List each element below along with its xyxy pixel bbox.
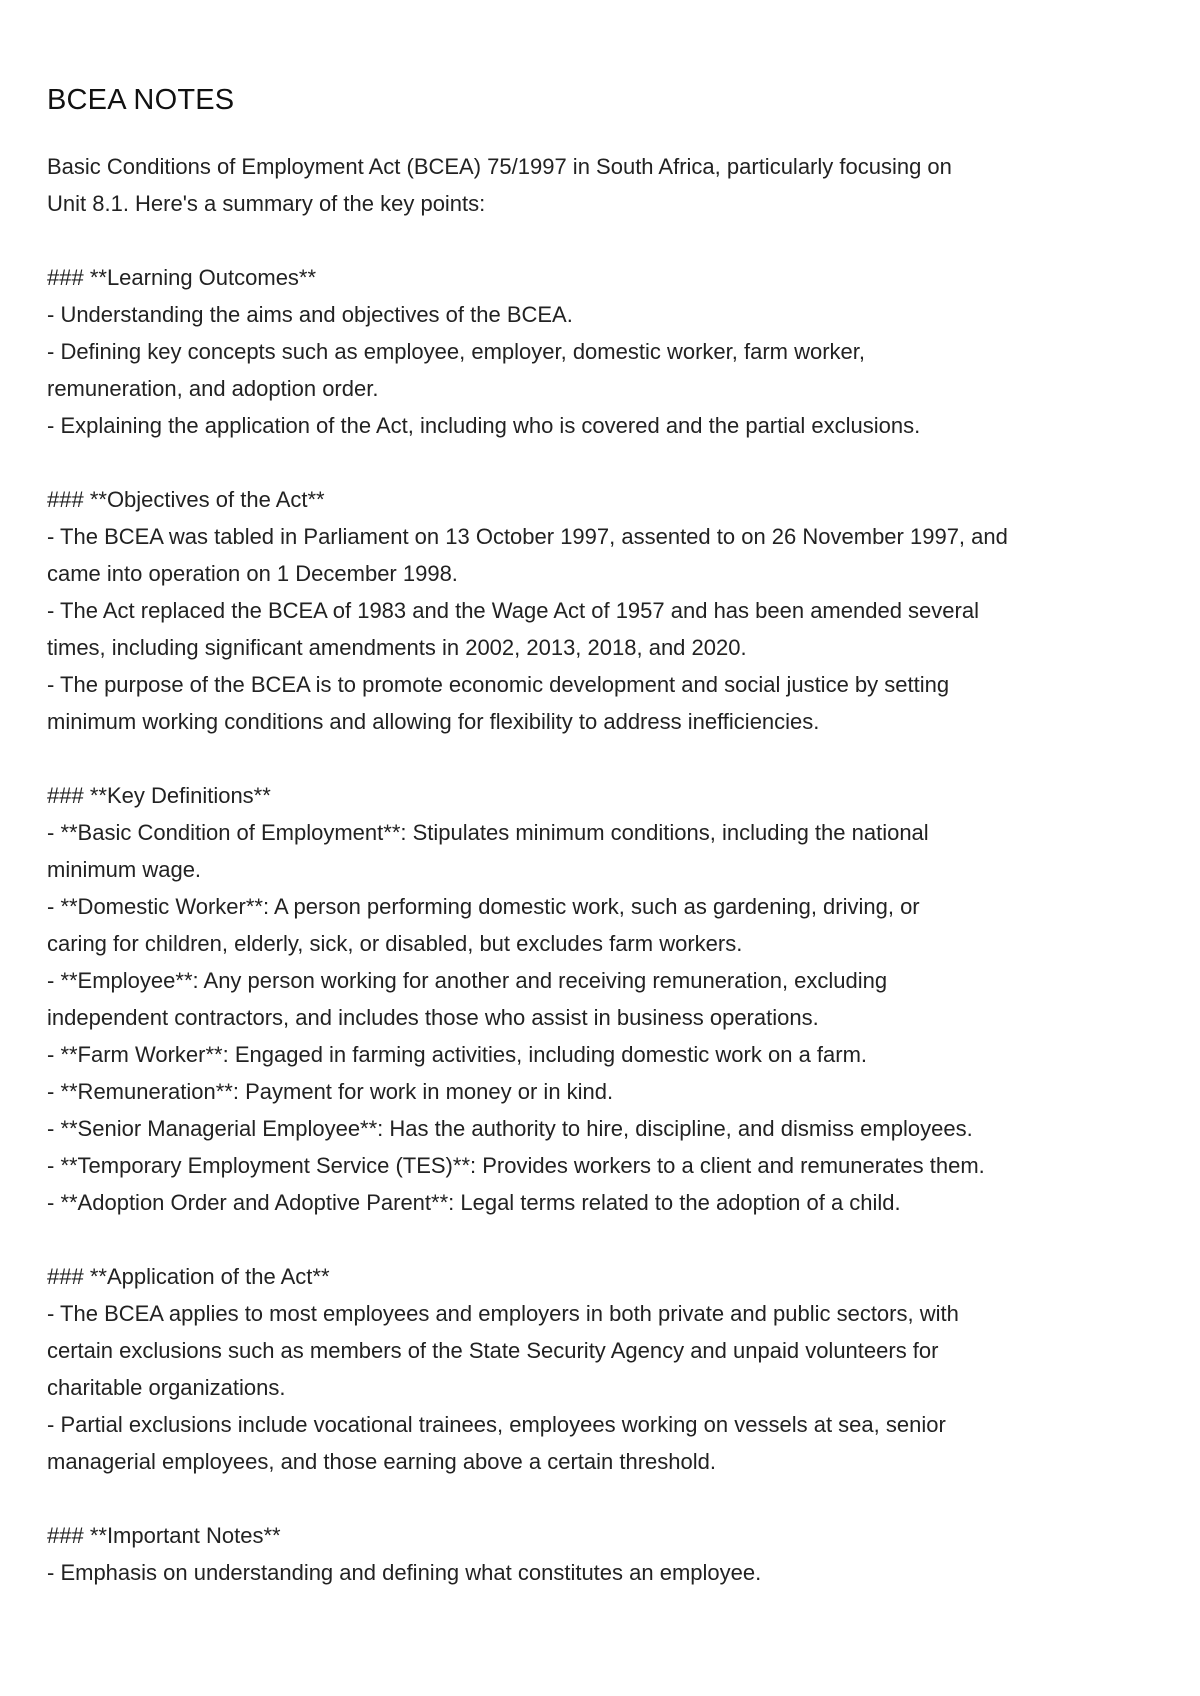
section-line: - The BCEA was tabled in Parliament on 13 October 1997, assented to on 26 November 1997, and <box>47 524 1008 549</box>
section-important-notes <box>47 1517 1157 1591</box>
section-heading: ### **Application of the Act** <box>47 1264 330 1289</box>
section-key-definitions <box>47 777 1157 1221</box>
section-objectives <box>47 481 1157 740</box>
section-line: minimum working conditions and allowing for flexibility to address inefficiencies. <box>47 709 820 734</box>
section-line: came into operation on 1 December 1998. <box>47 561 458 586</box>
section-line: times, including significant amendments in 2002, 2013, 2018, and 2020. <box>47 635 747 660</box>
section-heading: ### **Learning Outcomes** <box>47 265 317 290</box>
section-line: - **Remuneration**: Payment for work in money or in kind. <box>47 1079 614 1104</box>
section-line: - Defining key concepts such as employee, employer, domestic worker, farm worker, <box>47 339 866 364</box>
document-page <box>47 78 1157 1591</box>
section-line: - **Farm Worker**: Engaged in farming activities, including domestic work on a farm. <box>47 1042 868 1067</box>
section-line: charitable organizations. <box>47 1375 286 1400</box>
section-line: managerial employees, and those earning above a certain threshold. <box>47 1449 716 1474</box>
section-heading: ### **Key Definitions** <box>47 783 271 808</box>
section-line: - **Adoption Order and Adoptive Parent**: Legal terms related to the adoption of a child. <box>47 1190 901 1215</box>
section-line: - Emphasis on understanding and defining what constitutes an employee. <box>47 1560 762 1585</box>
section-line: - Understanding the aims and objectives of the BCEA. <box>47 302 573 327</box>
document-title: BCEA NOTES <box>47 84 235 116</box>
section-heading: ### **Important Notes** <box>47 1523 281 1548</box>
section-line: - Explaining the application of the Act, including who is covered and the partial exclusions. <box>47 413 921 438</box>
spacer <box>47 1221 1157 1258</box>
section-line: - The BCEA applies to most employees and employers in both private and public sectors, with <box>47 1301 959 1326</box>
intro-line: Basic Conditions of Employment Act (BCEA) 75/1997 in South Africa, particularly focusing on <box>47 154 952 179</box>
section-heading: ### **Objectives of the Act** <box>47 487 325 512</box>
spacer <box>47 444 1157 481</box>
section-line: caring for children, elderly, sick, or disabled, but excludes farm workers. <box>47 931 743 956</box>
section-line: - **Domestic Worker**: A person performing domestic work, such as gardening, driving, or <box>47 894 920 919</box>
section-line: minimum wage. <box>47 857 202 882</box>
section-line: - **Senior Managerial Employee**: Has the authority to hire, discipline, and dismiss employees. <box>47 1116 973 1141</box>
section-line: - The purpose of the BCEA is to promote economic development and social justice by setting <box>47 672 950 697</box>
section-line: certain exclusions such as members of the State Security Agency and unpaid volunteers for <box>47 1338 939 1363</box>
section-line: remuneration, and adoption order. <box>47 376 379 401</box>
section-learning-outcomes <box>47 259 1157 444</box>
section-line: - Partial exclusions include vocational trainees, employees working on vessels at sea, senior <box>47 1412 946 1437</box>
spacer <box>47 222 1157 259</box>
intro-line: Unit 8.1. Here's a summary of the key points: <box>47 191 486 216</box>
section-application <box>47 1258 1157 1480</box>
section-line: - **Basic Condition of Employment**: Stipulates minimum conditions, including the national <box>47 820 929 845</box>
section-line: - **Temporary Employment Service (TES)**: Provides workers to a client and remunerates them. <box>47 1153 985 1178</box>
section-line: independent contractors, and includes those who assist in business operations. <box>47 1005 819 1030</box>
spacer <box>47 740 1157 777</box>
section-line: - **Employee**: Any person working for another and receiving remuneration, excluding <box>47 968 888 993</box>
spacer <box>47 1480 1157 1517</box>
section-line: - The Act replaced the BCEA of 1983 and the Wage Act of 1957 and has been amended several <box>47 598 979 623</box>
intro-paragraph <box>47 148 1157 222</box>
